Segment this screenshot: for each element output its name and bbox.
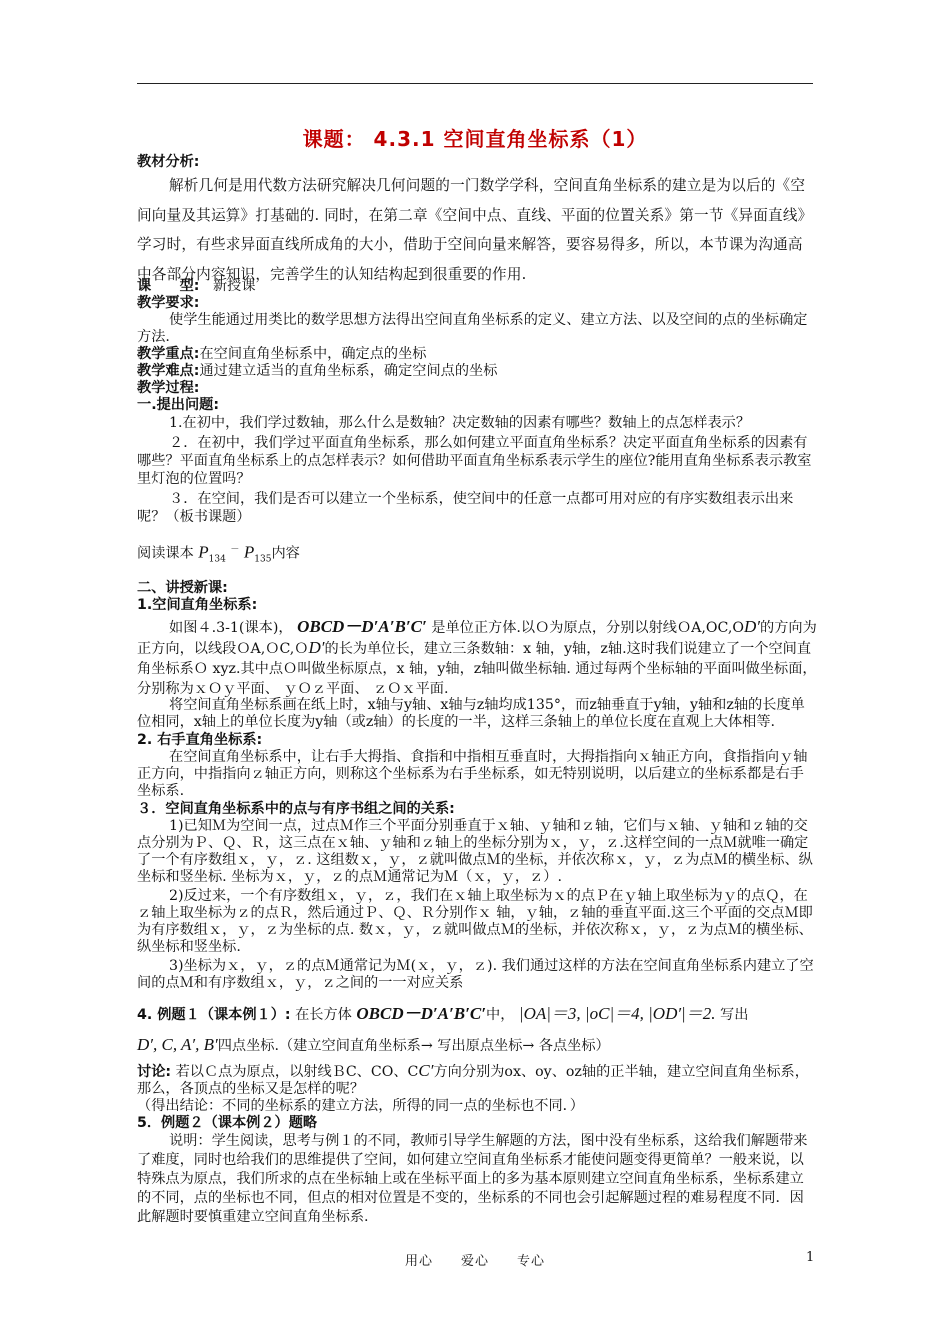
diff-label: 教学难点: xyxy=(137,363,200,379)
type-label: 课 型: xyxy=(137,278,200,294)
read-dash: － xyxy=(230,545,240,555)
page-title: 课题： 4.3.1 空间直角坐标系（1） xyxy=(302,127,648,151)
page-footer: 用心 爱心 专心 xyxy=(404,1254,545,1269)
disc-conclusion: （得出结论：不同的坐标系的建立方法，所得的同一点的坐标也不同．） xyxy=(137,1098,584,1114)
ex1-cube: OBCD－D′A′B′C′ xyxy=(356,1004,487,1023)
disc-cprime: C′ xyxy=(418,1061,434,1080)
disc-b: 方向分别为ox、oy、oz轴的正半轴，建立空间直角坐标系，那么，各顶点的坐标又是怎样的呢？ xyxy=(137,1064,809,1097)
s2-heading: 2. 右手直角坐标系: xyxy=(137,732,263,748)
read-sub2: 135 xyxy=(254,554,272,565)
discussion xyxy=(137,1062,817,1227)
question-1: 1.在初中，我们学过数轴，那么什么是数轴？决定数轴的因素有哪些？数轴上的点怎样表示？ xyxy=(169,415,751,431)
d-prime: D′ xyxy=(744,617,761,636)
cube-formula: OBCD－D′A′B′C′ xyxy=(297,617,427,636)
d-prime-2: D′ xyxy=(308,638,325,657)
part2-header xyxy=(137,580,817,614)
process-label: 教学过程: xyxy=(137,380,200,396)
ex2-body: 说明：学生阅读，思考与例１的不同，教师引导学生解题的方法，图中没有坐标系，这给我们解题带来了难度，同时也给我们的思维提供了空间，如何建立空间直角坐标系才能使问题变得更简单？一般来说，以特殊点为原点，我们所求的点在坐标轴上或在坐标平面上的多为基本原则建立空间直角坐标系，坐标系建立的不同，点的坐标也不同，但点的相对位置是不变的，坐标系的不同也会引起解题过程的难易程度不同．因此解题时要慎重建立空间直角坐标系. xyxy=(137,1133,808,1225)
read-sub1: 134 xyxy=(208,554,226,565)
type-value: 新授课 xyxy=(212,278,256,294)
s3-p2: 2)反过来，一个有序数组ｘ，ｙ，ｚ，我们在ｘ轴上取坐标为ｘ的点Ｐ在ｙ轴上取坐标为ｙ的点Ｑ，在ｚ轴上取坐标为ｚ的点Ｒ，然后通过Ｐ、Ｑ、Ｒ分别作ｘ 轴，ｙ轴，ｚ轴的垂直平面.这三个平面的交点Ｍ即为有序数组ｘ，ｙ，ｚ为坐标的点. 数ｘ，ｙ，ｚ就叫做点Ｍ的坐标，并依次称ｘ，ｙ，ｚ为点Ｍ的横坐标、纵坐标和竖坐标. xyxy=(137,888,813,955)
ex1-points: D′, C, A′, B′ xyxy=(137,1035,218,1054)
disc-label: 讨论: xyxy=(137,1064,172,1080)
read-prefix: 阅读课本 xyxy=(137,545,194,562)
ex1-a: 在长方体 xyxy=(295,1007,352,1023)
s1-p1-a: 如图４.3-1(课本)， xyxy=(169,620,293,636)
meta-block xyxy=(137,278,817,526)
ex1-b: 中， xyxy=(486,1007,515,1023)
s2-body: 在空间直角坐标系中，让右手大拇指、食指和中指相互垂直时，大拇指指向ｘ轴正方向，食指指向ｙ轴正方向，中指指向ｚ轴正方向，则称这个坐标系为右手坐标系，如无特别说明，以后建立的坐标系都是右手坐标系. xyxy=(137,749,808,799)
s1-paragraph xyxy=(137,617,817,699)
key-label: 教学重点: xyxy=(137,346,200,362)
question-2: ２．在初中，我们学过平面直角坐标系，那么如何建立平面直角坐标系？决定平面直角坐标系的因素有哪些？平面直角坐标系上的点怎样表示？如何借助平面直角坐标系表示学生的座位?能用直角坐标系表示教室里灯泡的位置吗？ xyxy=(137,435,812,487)
ex1-d: 四点坐标.（建立空间直角坐标系→ 写出原点坐标→ 各点坐标） xyxy=(217,1038,610,1054)
header-rule xyxy=(137,83,813,84)
ex1-math: |OA|＝3, |oC|＝4, |OD′|＝2. xyxy=(518,1004,716,1023)
req-label: 教学要求: xyxy=(137,295,200,311)
analysis-body: 解析几何是用代数方法研究解决几何问题的一门数学学科，空间直角坐标系的建立是为以后的《空间向量及其运算》打基础的. 同时，在第二章《空间中点、直线、平面的位置关系》第一节《异面直线》学习时，有些求异面直线所成角的大小，借助于空间向量来解答，要容易得多，所以，本节课为沟通高中各部分内容知识，完善学生的认知结构起到很重要的作用. xyxy=(137,177,813,283)
s3-heading: ３．空间直角坐标系中的点与有序书组之间的关系: xyxy=(137,801,455,817)
s1-p1-c: 的方向为正方向，以线段ＯA,ＯC,Ｏ xyxy=(137,620,817,657)
read-suffix: 内容 xyxy=(271,545,300,562)
ex1-c: 写出 xyxy=(720,1007,749,1023)
ex2-heading: 5．例题２（课本例２）题略 xyxy=(137,1115,318,1131)
diff-value: 通过建立适当的直角坐标系，确定空间点的坐标 xyxy=(199,363,498,379)
example-1 xyxy=(137,999,817,1061)
s1-p2: 将空间直角坐标系画在纸上时，x轴与y轴、x轴与z轴均成135°，而z轴垂直于y轴，y轴和z轴的长度单位相同，x轴上的单位长度为y轴（或z轴）的长度的一半，这样三条轴上的单位长度在直观上大体相等. xyxy=(137,697,805,730)
disc-a: 若以Ｃ点为原点，以射线ＢC、CO、C xyxy=(175,1064,419,1080)
ex1-label: 4. 例题１（课本例１）: xyxy=(137,1007,291,1023)
analysis-section xyxy=(137,152,817,172)
part1-heading: 一.提出问题: xyxy=(137,397,220,413)
question-3: ３．在空间，我们是否可以建立一个坐标系，使空间中的任意一点都可用对应的有序实数组表示出来呢？（板书课题） xyxy=(137,491,794,525)
s1-p1-b: 是单位正方体.以Ｏ为原点，分别以射线ＯA,OC,O xyxy=(431,620,745,636)
analysis-body-block xyxy=(137,171,817,289)
part2-heading: 二、讲授新课: xyxy=(137,580,228,596)
key-value: 在空间直角坐标系中，确定点的坐标 xyxy=(199,346,427,362)
page-number: 1 xyxy=(806,1250,815,1265)
s1-p1-e: 的长为单位长，建立三条数轴：x 轴，y轴，z轴.这时我们说建立了一个空间直角坐标系Ｏ xyz.其中点Ｏ叫做坐标原点，x 轴，y轴，z轴叫做坐标轴. 通过每两个坐标轴的平面叫做坐标面，分别称为ｘＯｙ平面、 ｙＯｚ平面、 ｚＯｘ平面. xyxy=(137,641,817,697)
s3-p3: 3)坐标为ｘ，ｙ，ｚ的点Ｍ通常记为Ｍ(ｘ，ｙ，ｚ). 我们通过这样的方法在空间直角坐标系内建立了空间的点Ｍ和有序数组ｘ，ｙ，ｚ之间的一一对应关系 xyxy=(137,958,814,991)
s1-paragraph-2 xyxy=(137,697,817,992)
s3-p1: 1)已知Ｍ为空间一点，过点Ｍ作三个平面分别垂直于ｘ轴、ｙ轴和ｚ轴，它们与ｘ轴、ｙ轴和ｚ轴的交点分别为Ｐ、Ｑ、Ｒ，这三点在ｘ轴、ｙ轴和ｚ轴上的坐标分别为ｘ，ｙ，ｚ.这样空间的一点Ｍ就唯一确定了一个有序数组ｘ，ｙ，ｚ. 这组数ｘ，ｙ，ｚ就叫做点Ｍ的坐标，并依次称ｘ，ｙ，ｚ为点Ｍ的横坐标、纵坐标和竖坐标. 坐标为ｘ，ｙ，ｚ的点Ｍ通常记为Ｍ（ｘ，ｙ，ｚ）. xyxy=(137,818,813,885)
read-p2: P xyxy=(243,542,255,562)
reading-line xyxy=(137,540,817,570)
req-body: 使学生能通过用类比的数学思想方法得出空间直角坐标系的定义、建立方法、以及空间的点的坐标确定方法. xyxy=(137,312,808,345)
s1-heading: 1.空间直角坐标系: xyxy=(137,597,258,613)
read-p1: P xyxy=(198,542,209,562)
analysis-heading: 教材分析: xyxy=(137,154,200,170)
